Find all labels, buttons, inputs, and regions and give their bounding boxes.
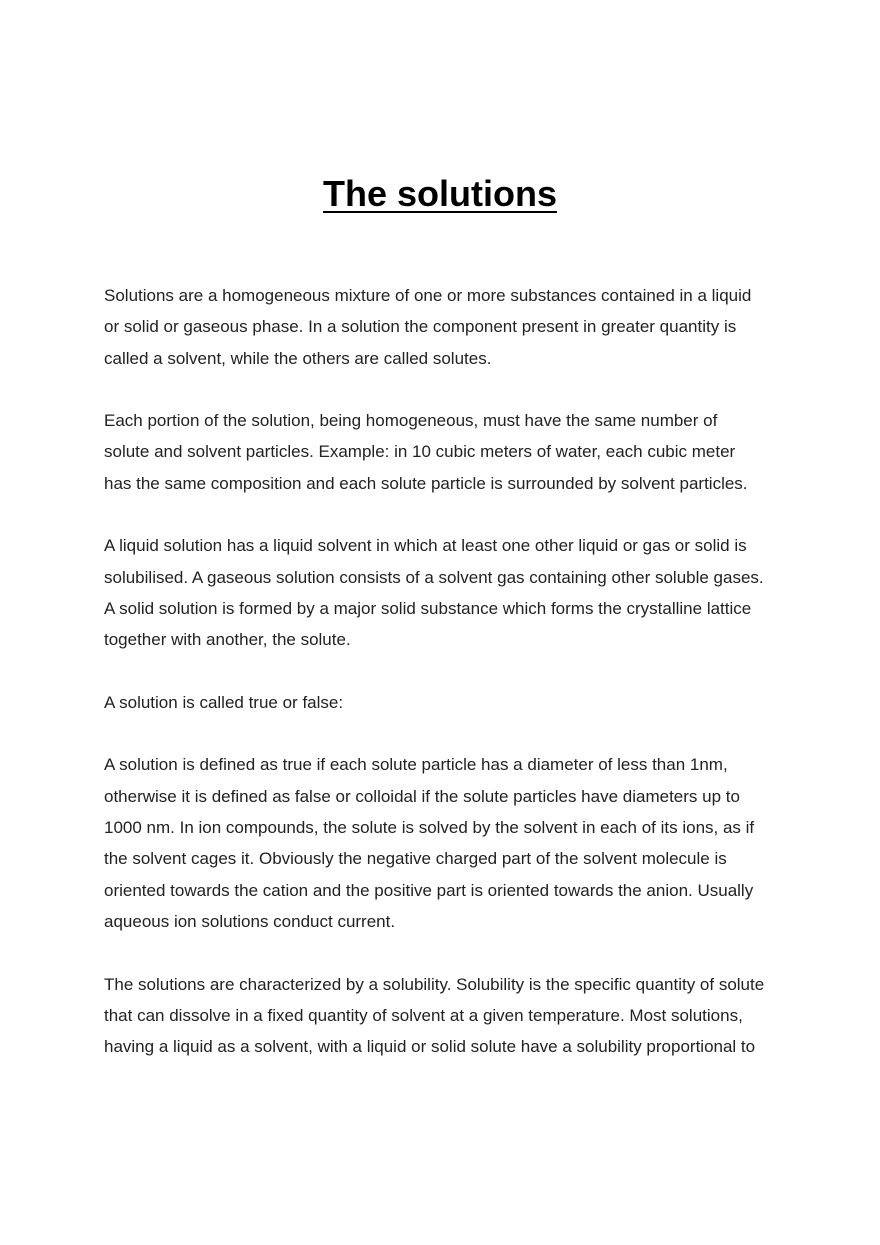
paragraph-line: has the same composition and each solute particle is surrounded by solvent particles. <box>104 473 748 493</box>
paragraph-line: The solutions are characterized by a solubility. Solubility is the specific quantity of solute <box>104 974 765 994</box>
paragraph-line: solute and solvent particles. Example: in 10 cubic meters of water, each cubic meter <box>104 442 736 462</box>
paragraph-line: oriented towards the cation and the positive part is oriented towards the anion. Usually <box>104 880 754 900</box>
paragraph-solubility <box>104 969 784 1063</box>
paragraph-line: Each portion of the solution, being homogeneous, must have the same number of <box>104 411 718 431</box>
paragraph-line: A solid solution is formed by a major solid substance which forms the crystalline lattice <box>104 598 752 618</box>
paragraph-line: A solution is defined as true if each solute particle has a diameter of less than 1nm, <box>104 755 728 775</box>
paragraph-line: A solution is called true or false: <box>104 692 344 712</box>
paragraph-true-false <box>104 687 784 718</box>
paragraph-line: or solid or gaseous phase. In a solution the component present in greater quantity is <box>104 317 737 337</box>
paragraph-line: together with another, the solute. <box>104 630 351 650</box>
paragraph-line: the solvent cages it. Obviously the negative charged part of the solvent molecule is <box>104 849 727 869</box>
paragraph-line: 1000 nm. In ion compounds, the solute is solved by the solvent in each of its ions, as if <box>104 818 755 838</box>
paragraph-line: that can dissolve in a fixed quantity of solvent at a given temperature. Most solutions, <box>104 1005 743 1025</box>
paragraph-true-solution <box>104 749 784 937</box>
paragraph-line: Solutions are a homogeneous mixture of one or more substances contained in a liquid <box>104 286 752 305</box>
document-title-text: The solutions <box>323 173 557 214</box>
paragraph-line: aqueous ion solutions conduct current. <box>104 911 396 931</box>
paragraph-line: A liquid solution has a liquid solvent in which at least one other liquid or gas or solid is <box>104 536 747 556</box>
document-title <box>0 172 880 216</box>
paragraph-homogeneity <box>104 405 784 499</box>
paragraph-line: called a solvent, while the others are called solutes. <box>104 348 492 368</box>
paragraph-line: having a liquid as a solvent, with a liquid or solid solute have a solubility proportional to <box>104 1037 756 1057</box>
paragraph-solution-types <box>104 530 784 655</box>
paragraph-line: solubilised. A gaseous solution consists of a solvent gas containing other soluble gases. <box>104 567 764 587</box>
paragraph-definition <box>104 280 784 374</box>
paragraph-line: otherwise it is defined as false or colloidal if the solute particles have diameters up to <box>104 786 740 806</box>
document-body <box>104 280 784 1094</box>
